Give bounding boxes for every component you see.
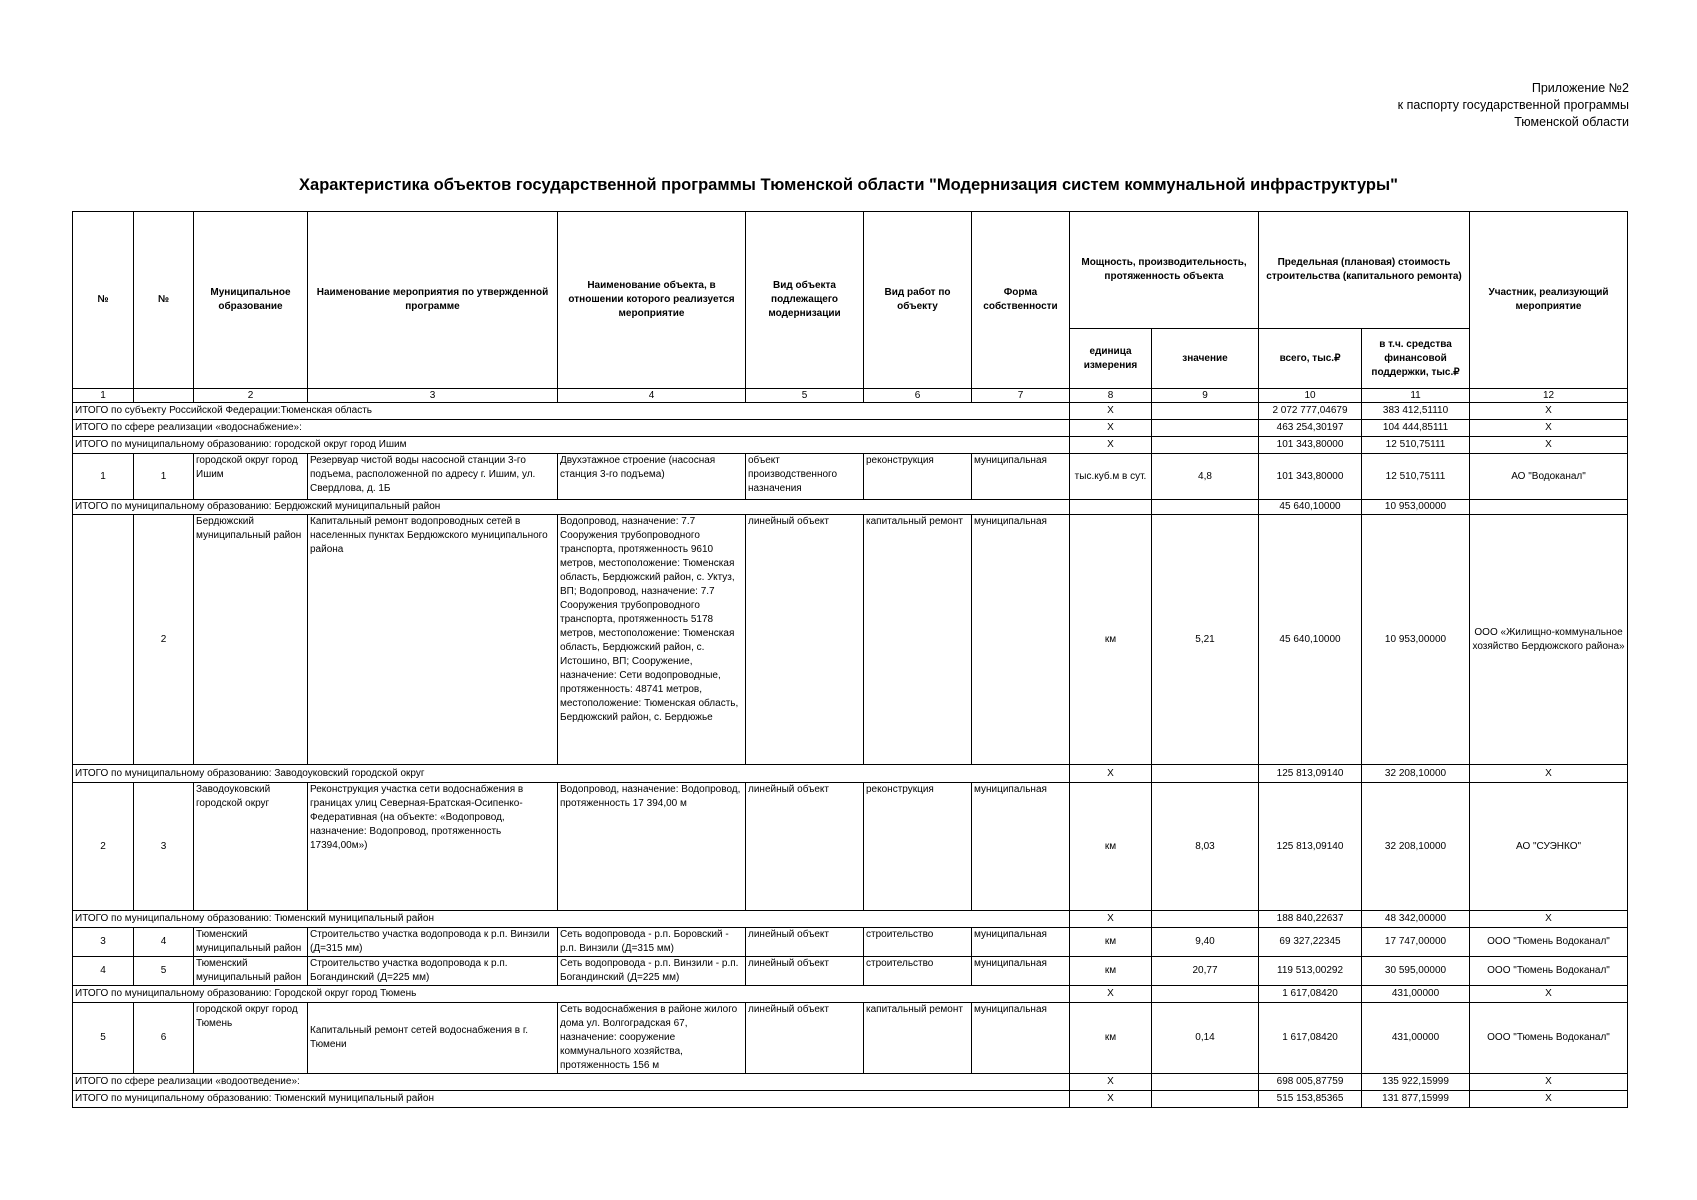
row-number <box>73 515 134 765</box>
header-no: № <box>134 212 194 389</box>
unit-cell <box>1070 500 1152 515</box>
event-cell: Резервуар чистой воды насосной станции 3-го подъема, расположенной по адресу г. Ишим, ул. Свердлова, д. 1Б <box>308 454 558 500</box>
row-number: 3 <box>73 928 134 957</box>
column-number <box>134 389 194 403</box>
support-cell: 383 412,51110 <box>1362 403 1470 420</box>
support-cell: 10 953,00000 <box>1362 515 1470 765</box>
municipality-cell: Тюменский муниципальный район <box>194 957 308 986</box>
object-cell: Сеть водопровода - р.п. Винзили - р.п. Богандинский (Д=225 мм) <box>558 957 746 986</box>
participant-cell: ООО "Тюмень Водоканал" <box>1470 1003 1628 1074</box>
total-label: ИТОГО по муниципальному образованию: городской округ город Ишим <box>73 437 1070 454</box>
column-number: 7 <box>972 389 1070 403</box>
unit-cell: км <box>1070 515 1152 765</box>
total-cost-cell: 45 640,10000 <box>1259 515 1362 765</box>
total-label: ИТОГО по субъекту Российской Федерации:Тюменская область <box>73 403 1070 420</box>
column-number: 2 <box>194 389 308 403</box>
unit-cell: км <box>1070 957 1152 986</box>
value-cell <box>1152 986 1259 1003</box>
column-number: 9 <box>1152 389 1259 403</box>
row-number: 5 <box>73 1003 134 1074</box>
municipality-cell: городской округ город Тюмень <box>194 1003 308 1074</box>
total-label: ИТОГО по сфере реализации «водоснабжение»: <box>73 420 1070 437</box>
table-row <box>73 454 1628 500</box>
unit-cell: Х <box>1070 1074 1152 1091</box>
header-value: значение <box>1152 329 1259 389</box>
total-cost-cell: 101 343,80000 <box>1259 437 1362 454</box>
header-municipality: Муниципальное образование <box>194 212 308 389</box>
event-cell: Строительство участка водопровода к р.п. Богандинский (Д=225 мм) <box>308 957 558 986</box>
municipality-cell: Бердюжский муниципальный район <box>194 515 308 765</box>
support-cell: 32 208,10000 <box>1362 783 1470 911</box>
appendix-note <box>1209 80 1629 131</box>
municipality-cell: городской округ город Ишим <box>194 454 308 500</box>
participant-cell: Х <box>1470 403 1628 420</box>
value-cell: 5,21 <box>1152 515 1259 765</box>
row-number: 4 <box>134 928 194 957</box>
participant-cell: АО "Водоканал" <box>1470 454 1628 500</box>
work-type-cell: строительство <box>864 928 972 957</box>
table-row <box>73 515 1628 765</box>
event-cell: Строительство участка водопровода к р.п. Винзили (Д=315 мм) <box>308 928 558 957</box>
object-type-cell: объект производственного назначения <box>746 454 864 500</box>
work-type-cell: капитальный ремонт <box>864 515 972 765</box>
total-cost-cell: 515 153,85365 <box>1259 1091 1362 1108</box>
event-cell: Реконструкция участка сети водоснабжения в границах улиц Северная-Братская-Осипенко-Федеративная (на объекте: «Водопровод, назначение: Водопровод, протяженность 17394,00м») <box>308 783 558 911</box>
ownership-cell: муниципальная <box>972 1003 1070 1074</box>
object-cell: Сеть водоснабжения в районе жилого дома ул. Волгоградская 67, назначение: сооружение коммунального хозяйства, протяженность 156 м <box>558 1003 746 1074</box>
column-number: 1 <box>73 389 134 403</box>
work-type-cell: капитальный ремонт <box>864 1003 972 1074</box>
ownership-cell: муниципальная <box>972 454 1070 500</box>
total-cost-cell: 188 840,22637 <box>1259 911 1362 928</box>
total-label: ИТОГО по муниципальному образованию: Бердюжский муниципальный район <box>73 500 1070 515</box>
unit-cell: Х <box>1070 911 1152 928</box>
header-capacity: Мощность, производительность, протяженность объекта <box>1070 212 1259 329</box>
value-cell <box>1152 403 1259 420</box>
ownership-cell: муниципальная <box>972 783 1070 911</box>
value-cell <box>1152 437 1259 454</box>
column-number: 6 <box>864 389 972 403</box>
participant-cell: Х <box>1470 420 1628 437</box>
total-row <box>73 911 1628 928</box>
municipality-cell: Заводоуковский городской округ <box>194 783 308 911</box>
value-cell <box>1152 420 1259 437</box>
participant-cell: ООО "Тюмень Водоканал" <box>1470 957 1628 986</box>
column-number: 12 <box>1470 389 1628 403</box>
unit-cell: тыс.куб.м в сут. <box>1070 454 1152 500</box>
total-cost-cell: 463 254,30197 <box>1259 420 1362 437</box>
object-type-cell: линейный объект <box>746 928 864 957</box>
object-type-cell: линейный объект <box>746 783 864 911</box>
appendix-line: к паспорту государственной программы <box>1397 98 1629 112</box>
header-total: всего, тыс.₽ <box>1259 329 1362 389</box>
unit-cell: Х <box>1070 403 1152 420</box>
table-row <box>73 957 1628 986</box>
row-number: 4 <box>73 957 134 986</box>
total-row <box>73 986 1628 1003</box>
participant-cell: Х <box>1470 1074 1628 1091</box>
participant-cell: Х <box>1470 911 1628 928</box>
object-cell: Водопровод, назначение: Водопровод, протяженность 17 394,00 м <box>558 783 746 911</box>
total-cost-cell: 125 813,09140 <box>1259 783 1362 911</box>
header-cost: Предельная (плановая) стоимость строительства (капитального ремонта) <box>1259 212 1470 329</box>
participant-cell <box>1470 500 1628 515</box>
event-cell: Капитальный ремонт сетей водоснабжения в г. Тюмени <box>308 1003 558 1074</box>
total-label: ИТОГО по муниципальному образованию: Заводоуковский городской округ <box>73 765 1070 783</box>
total-cost-cell: 1 617,08420 <box>1259 1003 1362 1074</box>
participant-cell: ООО "Тюмень Водоканал" <box>1470 928 1628 957</box>
table-row <box>73 783 1628 911</box>
value-cell <box>1152 1074 1259 1091</box>
row-number: 1 <box>134 454 194 500</box>
total-row <box>73 765 1628 783</box>
total-label: ИТОГО по муниципальному образованию: Тюменский муниципальный район <box>73 1091 1070 1108</box>
column-number: 5 <box>746 389 864 403</box>
support-cell: 17 747,00000 <box>1362 928 1470 957</box>
total-cost-cell: 698 005,87759 <box>1259 1074 1362 1091</box>
total-cost-cell: 45 640,10000 <box>1259 500 1362 515</box>
header-participant: Участник, реализующий мероприятие <box>1470 212 1628 389</box>
value-cell: 20,77 <box>1152 957 1259 986</box>
column-number: 3 <box>308 389 558 403</box>
ownership-cell: муниципальная <box>972 957 1070 986</box>
work-type-cell: строительство <box>864 957 972 986</box>
header-object: Наименование объекта, в отношении которого реализуется мероприятие <box>558 212 746 389</box>
total-label: ИТОГО по сфере реализации «водоотведение»: <box>73 1074 1070 1091</box>
object-cell: Сеть водопровода - р.п. Боровский - р.п. Винзили (Д=315 мм) <box>558 928 746 957</box>
column-number: 4 <box>558 389 746 403</box>
total-cost-cell: 69 327,22345 <box>1259 928 1362 957</box>
object-type-cell: линейный объект <box>746 515 864 765</box>
unit-cell: Х <box>1070 437 1152 454</box>
value-cell: 4,8 <box>1152 454 1259 500</box>
column-number: 10 <box>1259 389 1362 403</box>
support-cell: 431,00000 <box>1362 1003 1470 1074</box>
value-cell: 8,03 <box>1152 783 1259 911</box>
unit-cell: км <box>1070 783 1152 911</box>
value-cell <box>1152 765 1259 783</box>
value-cell: 0,14 <box>1152 1003 1259 1074</box>
support-cell: 135 922,15999 <box>1362 1074 1470 1091</box>
total-cost-cell: 119 513,00292 <box>1259 957 1362 986</box>
object-type-cell: линейный объект <box>746 957 864 986</box>
participant-cell: Х <box>1470 1091 1628 1108</box>
object-type-cell: линейный объект <box>746 1003 864 1074</box>
header-support: в т.ч. средства финансовой поддержки, тыс.₽ <box>1362 329 1470 389</box>
total-cost-cell: 125 813,09140 <box>1259 765 1362 783</box>
unit-cell: Х <box>1070 1091 1152 1108</box>
total-cost-cell: 1 617,08420 <box>1259 986 1362 1003</box>
value-cell <box>1152 500 1259 515</box>
header-ownership: Форма собственности <box>972 212 1070 389</box>
total-row <box>73 420 1628 437</box>
row-number: 2 <box>73 783 134 911</box>
support-cell: 431,00000 <box>1362 986 1470 1003</box>
support-cell: 131 877,15999 <box>1362 1091 1470 1108</box>
row-number: 6 <box>134 1003 194 1074</box>
unit-cell: км <box>1070 928 1152 957</box>
unit-cell: Х <box>1070 986 1152 1003</box>
total-cost-cell: 2 072 777,04679 <box>1259 403 1362 420</box>
total-row <box>73 1091 1628 1108</box>
table-row <box>73 928 1628 957</box>
work-type-cell: реконструкция <box>864 783 972 911</box>
ownership-cell: муниципальная <box>972 928 1070 957</box>
event-cell: Капитальный ремонт водопроводных сетей в населенных пунктах Бердюжского муниципального района <box>308 515 558 765</box>
header-work-type: Вид работ по объекту <box>864 212 972 389</box>
value-cell <box>1152 1091 1259 1108</box>
objects-table <box>72 211 1628 1108</box>
ownership-cell: муниципальная <box>972 515 1070 765</box>
municipality-cell: Тюменский муниципальный район <box>194 928 308 957</box>
support-cell: 48 342,00000 <box>1362 911 1470 928</box>
row-number: 1 <box>73 454 134 500</box>
support-cell: 12 510,75111 <box>1362 454 1470 500</box>
header-object-type: Вид объекта подлежащего модернизации <box>746 212 864 389</box>
participant-cell: ООО «Жилищно-коммунальное хозяйство Бердюжского района» <box>1470 515 1628 765</box>
support-cell: 104 444,85111 <box>1362 420 1470 437</box>
unit-cell: Х <box>1070 765 1152 783</box>
object-cell: Водопровод, назначение: 7.7 Сооружения трубопроводного транспорта, протяженность 9610 метров, местоположение: Тюменская область, Бердюжский район, с. Уктуз, ВП; Водопровод, назначение: 7.7 Сооружения трубопроводного транспорта, протяженность 5178 метров, местоположение: Тюменская область, Бердюжский район, с. Истошино, ВП; Сооружение, назначение: Сети водопроводные, протяженность: 48741 метров, местоположение: Тюменская область, Бердюжский район, с. Бердюжье <box>558 515 746 765</box>
support-cell: 12 510,75111 <box>1362 437 1470 454</box>
value-cell <box>1152 911 1259 928</box>
work-type-cell: реконструкция <box>864 454 972 500</box>
header-event: Наименование мероприятия по утвержденной программе <box>308 212 558 389</box>
total-label: ИТОГО по муниципальному образованию: Городской округ город Тюмень <box>73 986 1070 1003</box>
row-number: 3 <box>134 783 194 911</box>
support-cell: 10 953,00000 <box>1362 500 1470 515</box>
participant-cell: АО "СУЭНКО" <box>1470 783 1628 911</box>
participant-cell: Х <box>1470 986 1628 1003</box>
row-number: 2 <box>134 515 194 765</box>
total-cost-cell: 101 343,80000 <box>1259 454 1362 500</box>
column-number: 8 <box>1070 389 1152 403</box>
total-row <box>73 437 1628 454</box>
appendix-line: Приложение №2 <box>1531 81 1629 95</box>
object-cell: Двухэтажное строение (насосная станция 3-го подъема) <box>558 454 746 500</box>
support-cell: 32 208,10000 <box>1362 765 1470 783</box>
value-cell: 9,40 <box>1152 928 1259 957</box>
document-title: Характеристика объектов государственной программы Тюменской области "Модернизация систем коммунальной инфраструктуры" <box>299 176 1398 194</box>
participant-cell: Х <box>1470 765 1628 783</box>
participant-cell: Х <box>1470 437 1628 454</box>
table-row <box>73 1003 1628 1074</box>
appendix-line: Тюменской области <box>1514 115 1629 129</box>
unit-cell: км <box>1070 1003 1152 1074</box>
header-unit: единица измерения <box>1070 329 1152 389</box>
column-number: 11 <box>1362 389 1470 403</box>
unit-cell: Х <box>1070 420 1152 437</box>
total-row <box>73 403 1628 420</box>
header-no: № <box>73 212 134 389</box>
total-row <box>73 1074 1628 1091</box>
total-label: ИТОГО по муниципальному образованию: Тюменский муниципальный район <box>73 911 1070 928</box>
row-number: 5 <box>134 957 194 986</box>
support-cell: 30 595,00000 <box>1362 957 1470 986</box>
total-row <box>73 500 1628 515</box>
